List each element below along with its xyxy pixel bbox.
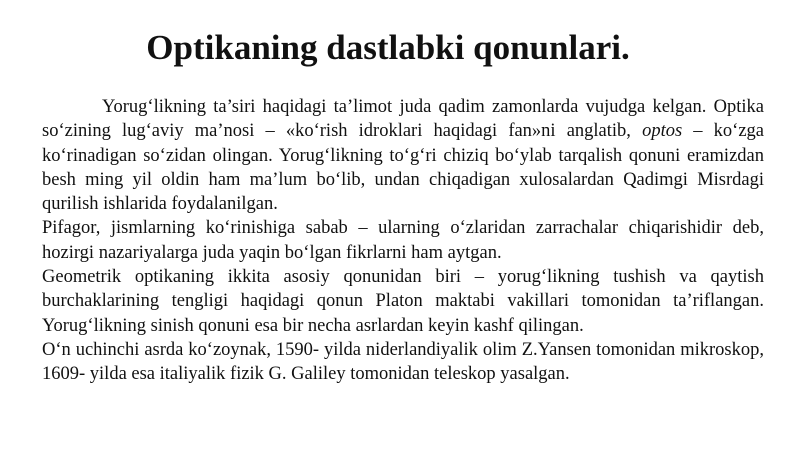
paragraph-1-italic-term: optos	[642, 121, 683, 142]
paragraph-1-text-b: – ko‘zga ko‘rinadigan so‘zidan olingan. Yorug‘likning to‘g‘ri chiziq bo‘ylab tarqalish qonuni eramizdan besh ming yil oldin ham ma’lum bo‘lib, undan chiqadigan xulosalardan Qadimgi Misrdagi qurilish ishlarida foydalanilgan.	[42, 121, 764, 215]
slide-title: Optikaning dastlabki qonunlari.	[146, 28, 630, 67]
paragraph-1-text-a: Yorug‘likning ta’siri haqidagi ta’limot juda qadim zamonlarda vujudga kelgan. Optika so‘zining lug‘aviy ma’nosi – «ko‘rish idroklari haqidagi fan»ni anglatib,	[42, 97, 764, 142]
paragraph-2: Pifagor, jismlarning ko‘rinishiga sabab – ularning o‘zlaridan zarrachalar chiqarishidir deb, hozirgi nazariyalarga juda yaqin bo‘lgan fikrlarni ham aytgan.	[42, 218, 764, 263]
paragraph-1	[42, 95, 764, 216]
slide-body	[42, 95, 764, 387]
paragraph-3: Geometrik optikaning ikkita asosiy qonunidan biri – yorug‘likning tushish va qaytish burchaklarining tengligi haqidagi qonun Platon maktabi vakillari tomonidan ta’riflangan. Yorug‘likning sinish qonuni esa bir necha asrlardan keyin kashf qilingan.	[42, 267, 764, 336]
paragraph-4: O‘n uchinchi asrda ko‘zoynak, 1590- yilda niderlandiyalik olim Z.Yansen tomonidan mikroskop, 1609- yilda esa italiyalik fizik G. Galiley tomonidan teleskop yasalgan.	[42, 339, 764, 385]
